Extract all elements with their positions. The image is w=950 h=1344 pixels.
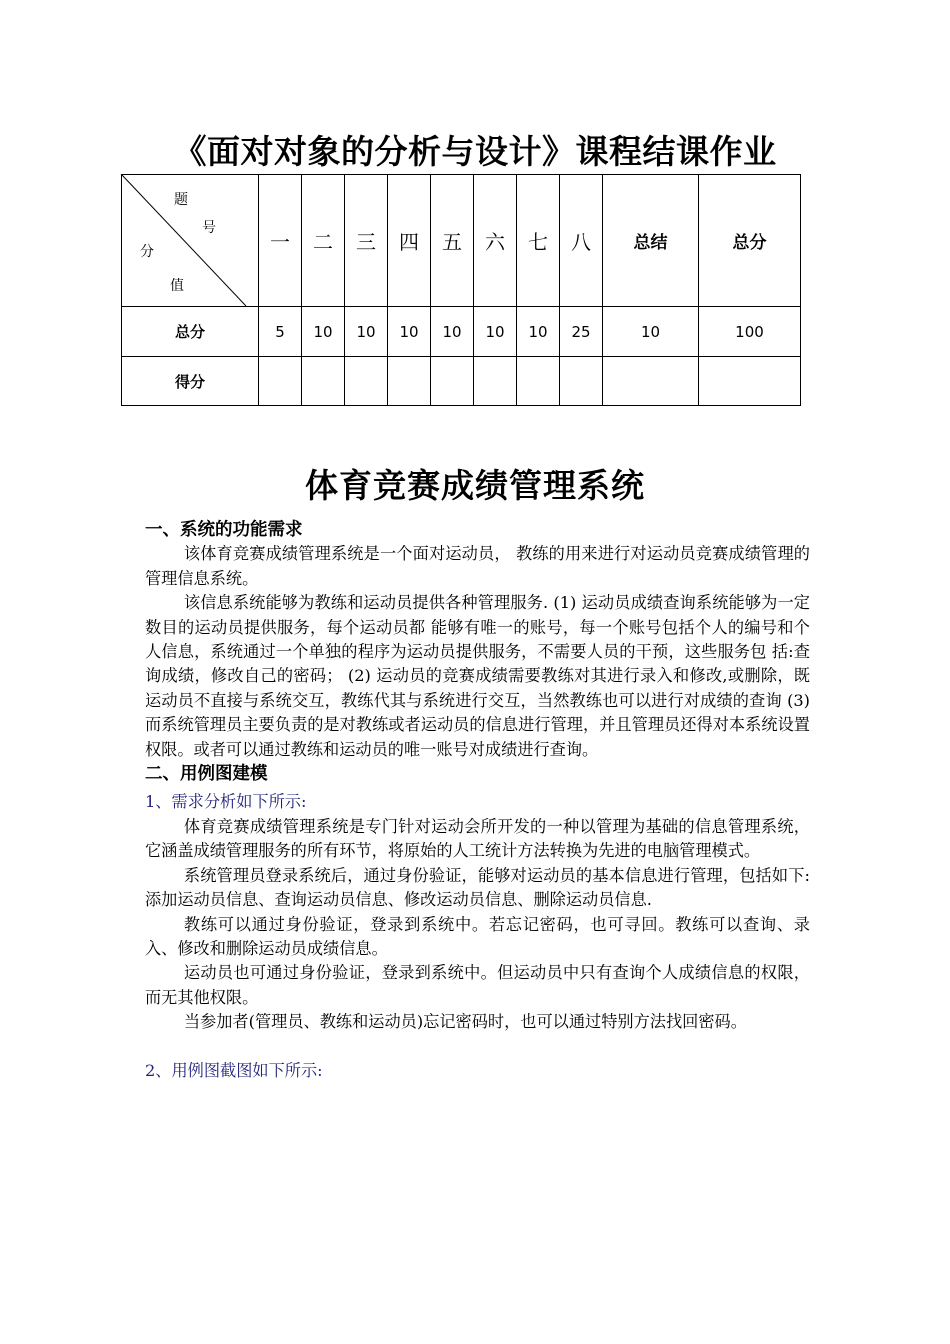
paragraph: 系统管理员登录系统后，通过身份验证，能够对运动员的基本信息进行管理，包括如下:添加运动员信息、查询运动员信息、修改运动员信息、删除运动员信息.: [145, 865, 810, 910]
paragraph: 该体育竞赛成绩管理系统是一个面对运动员， 教练的用来进行对运动员竞赛成绩管理的管理信息系统。: [145, 544, 810, 588]
total-cell: 100: [699, 307, 801, 357]
header-cell: 八: [560, 175, 603, 307]
paragraph: 教练可以通过身份验证，登录到系统中。若忘记密码，也可寻回。教练可以查询、录入、修改和删除运动员成绩信息。: [145, 914, 810, 958]
score-table: [121, 174, 801, 406]
total-cell: 10: [388, 307, 431, 357]
row-label: 总分: [122, 307, 259, 357]
score-cell: [699, 357, 801, 406]
total-cell: 10: [302, 307, 345, 357]
header-cell: 二: [302, 175, 345, 307]
row-label: 得分: [122, 357, 259, 406]
total-cell: 10: [474, 307, 517, 357]
corner-label-left: 分: [140, 244, 154, 260]
paragraph: 体育竞赛成绩管理系统是专门针对运动会所开发的一种以管理为基础的信息管理系统，它涵盖成绩管理服务的所有环节，将原始的人工统计方法转换为先进的电脑管理模式。: [145, 816, 810, 861]
paragraph: 该信息系统能够为教练和运动员提供各种管理服务. (1) 运动员成绩查询系统能够为一定数目的运动员提供服务，每个运动员都 能够有唯一的账号，每一个账号包括个人的编号和个人信息，系统通过一个单独的程序为运动员提供服务，不需要人员的干预，这些服务包 括:查询成绩，修改自己的密码； (2) 运动员的竞赛成绩需要教练对其进行录入和修改,或删除，既运动员不直接与系统交互，教练代其与系统进行交互，当然教练也可以进行对成绩的查询 (3) 而系统管理员主要负责的是对教练或者运动员的信息进行管理，并且管理员还得对本系统设置权限。或者可以通过教练和运动员的唯一账号对成绩进行查询。: [145, 593, 810, 759]
total-cell: 5: [259, 307, 302, 357]
total-cell: 10: [345, 307, 388, 357]
table-row-totals: [122, 307, 801, 357]
header-cell: 总分: [699, 175, 801, 307]
score-cell: [431, 357, 474, 406]
header-cell: 四: [388, 175, 431, 307]
total-cell: 10: [517, 307, 560, 357]
score-cell: [603, 357, 699, 406]
score-cell: [474, 357, 517, 406]
total-cell: 10: [431, 307, 474, 357]
page-title: 《面对对象的分析与设计》课程结课作业: [173, 132, 777, 171]
total-cell: 25: [560, 307, 603, 357]
score-cell: [302, 357, 345, 406]
total-cell: 10: [603, 307, 699, 357]
header-cell: 五: [431, 175, 474, 307]
diagonal-header-cell: [122, 175, 259, 307]
subsection-heading: 1、需求分析如下所示:: [145, 792, 307, 812]
section-heading: 一、系统的功能需求: [145, 520, 303, 540]
subsection-heading: 2、用例图截图如下所示:: [145, 1060, 323, 1080]
score-cell: [517, 357, 560, 406]
score-cell: [388, 357, 431, 406]
corner-label-top: 题: [174, 192, 188, 208]
table-row-scores: [122, 357, 801, 406]
corner-label-bottom: 值: [170, 278, 184, 294]
header-cell: 七: [517, 175, 560, 307]
header-cell: 六: [474, 175, 517, 307]
score-cell: [259, 357, 302, 406]
system-title: 体育竞赛成绩管理系统: [305, 466, 645, 505]
paragraph: 运动员也可通过身份验证，登录到系统中。但运动员中只有查询个人成绩信息的权限，而无其他权限。: [145, 963, 810, 1007]
table-header-row: [122, 175, 801, 307]
section-heading: 二、用例图建模: [145, 764, 268, 785]
score-cell: [560, 357, 603, 406]
header-cell: 一: [259, 175, 302, 307]
score-cell: [345, 357, 388, 406]
document-body: [145, 518, 810, 1083]
paragraph: 当参加者(管理员、教练和运动员)忘记密码时，也可以通过特别方法找回密码。: [183, 1012, 747, 1032]
header-cell: 三: [345, 175, 388, 307]
header-cell: 总结: [603, 175, 699, 307]
corner-label-right: 号: [202, 220, 216, 236]
